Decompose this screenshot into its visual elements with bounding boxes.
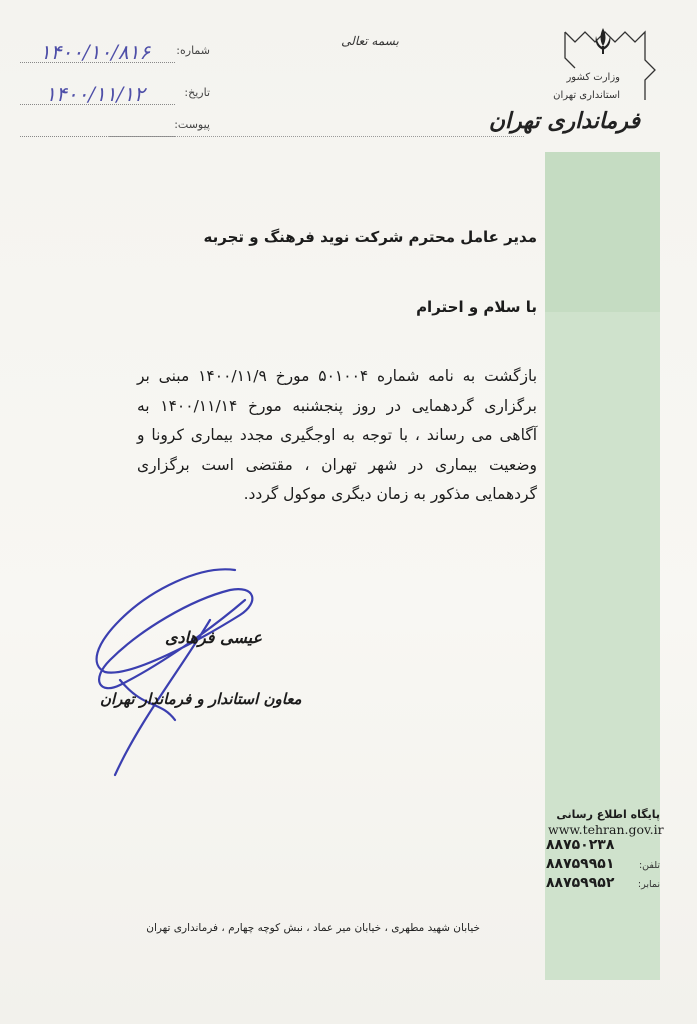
phone-row-1 <box>540 837 670 856</box>
governorate-title: فرمانداری تهران <box>488 108 640 134</box>
phone-row-2 <box>540 856 670 875</box>
fax-row <box>540 875 670 894</box>
province-name: استانداری تهران <box>553 90 620 101</box>
letter-body: بازگشت به نامه شماره ۵۰۱۰۰۴ مورخ ۱۴۰۰/۱۱/۹ مبنی بر برگزاری گردهمایی در روز پنجشنبه مورخ ۱۴۰۰/۱۱/۱۴ به آگاهی می رساند ، با توجه به اوجگیری مجدد بیماری کرونا و وضعیت بیماری در شهر تهران ، مقتضی است برگزاری گردهمایی مذکور به زمان دیگری موکول گردد. <box>137 367 538 503</box>
strip-top-band <box>545 152 660 312</box>
emblem-icon <box>596 28 611 54</box>
date-value: ۱۴۰۰/۱۱/۱۲ <box>45 82 145 106</box>
letter-number-row <box>20 42 210 64</box>
signer-title: معاون استاندار و فرماندار تهران <box>100 690 302 708</box>
attachment-row <box>20 116 210 138</box>
attachment-label: پیوست: <box>174 118 210 131</box>
basmala-heading: بسمه تعالی <box>341 34 399 48</box>
government-logo <box>488 20 660 150</box>
website-link[interactable]: www.tehran.gov.ir <box>548 822 664 837</box>
phone-number-2: ۸۸۷۵۹۹۵۱ <box>546 856 615 872</box>
footer-address: خیابان شهید مطهری ، خیابان میر عماد ، نبش کوچه چهارم ، فرمانداری تهران <box>146 922 480 934</box>
portal-label: پایگاه اطلاع رسانی <box>556 808 660 821</box>
greeting: با سلام و احترام <box>416 298 537 316</box>
number-dotted-line <box>20 62 175 63</box>
addressee: مدیر عامل محترم شرکت نوید فرهنگ و تجربه <box>203 228 537 246</box>
phone-number-1: ۸۸۷۵۰۲۳۸ <box>546 837 615 853</box>
letter-date-row <box>20 84 210 106</box>
fax-label: نمابر: <box>637 879 660 890</box>
signer-name: عیسی فرهادی <box>165 628 262 647</box>
contact-block <box>540 808 670 894</box>
phone-label: تلفن: <box>638 860 660 871</box>
header-divider <box>108 136 524 137</box>
handwritten-signature <box>60 560 260 800</box>
ministry-name: وزارت کشور <box>566 72 620 83</box>
date-label: تاریخ: <box>184 86 210 99</box>
fax-number: ۸۸۷۵۹۹۵۲ <box>546 875 615 891</box>
number-label: شماره: <box>176 44 210 57</box>
number-value: ۱۴۰۰/۱۰/۸۱۶ <box>39 40 151 64</box>
date-dotted-line <box>20 104 175 105</box>
